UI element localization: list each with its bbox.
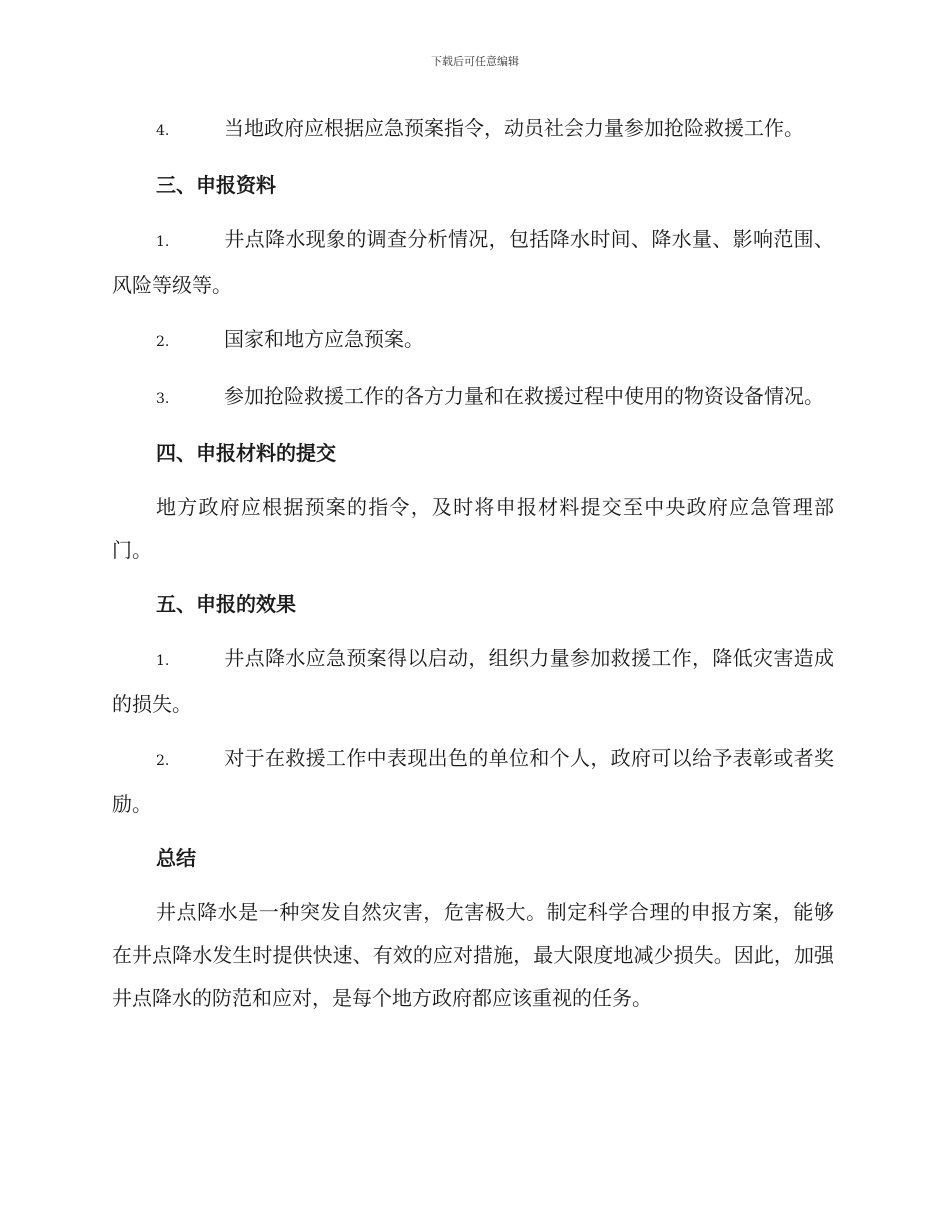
section-heading: 总结	[156, 846, 196, 870]
list-number: 2.	[156, 334, 170, 350]
list-number: 1.	[156, 234, 170, 250]
list-item	[112, 375, 834, 421]
section-heading: 四、申报材料的提交	[156, 441, 336, 465]
list-text: 井点降水应急预案得以启动，组织力量参加救援工作，降低灾害造成的损失。	[112, 646, 834, 716]
list-item	[112, 637, 834, 726]
paragraph: 地方政府应根据预案的指令，及时将申报材料提交至中央政府应急管理部门。	[112, 495, 834, 562]
list-text: 国家和地方应急预案。	[224, 327, 424, 351]
section-heading: 五、申报的效果	[156, 592, 296, 616]
list-number: 2.	[156, 753, 170, 769]
page-header: 下载后可任意编辑	[431, 55, 519, 68]
list-item	[112, 107, 834, 153]
list-text: 参加抢险救援工作的各方力量和在救援过程中使用的物资设备情况。	[224, 384, 824, 408]
document-body	[112, 107, 834, 1031]
list-number: 1.	[156, 653, 170, 669]
list-number: 4.	[156, 123, 170, 139]
list-item	[112, 318, 834, 364]
list-number: 3.	[156, 391, 170, 407]
list-item	[112, 218, 834, 307]
paragraph: 井点降水是一种突发自然灾害，危害极大。制定科学合理的申报方案，能够在井点降水发生时提供快速、有效的应对措施，最大限度地减少损失。因此，加强井点降水的防范和应对，是每个地方政府都应该重视的任务。	[112, 900, 834, 1010]
list-text: 对于在救援工作中表现出色的单位和个人，政府可以给予表彰或者奖励。	[112, 746, 834, 816]
list-text: 当地政府应根据应急预案指令，动员社会力量参加抢险救援工作。	[224, 116, 804, 140]
section-heading: 三、申报资料	[156, 173, 276, 197]
list-text: 井点降水现象的调查分析情况，包括降水时间、降水量、影响范围、风险等级等。	[112, 227, 834, 297]
list-item	[112, 737, 834, 826]
